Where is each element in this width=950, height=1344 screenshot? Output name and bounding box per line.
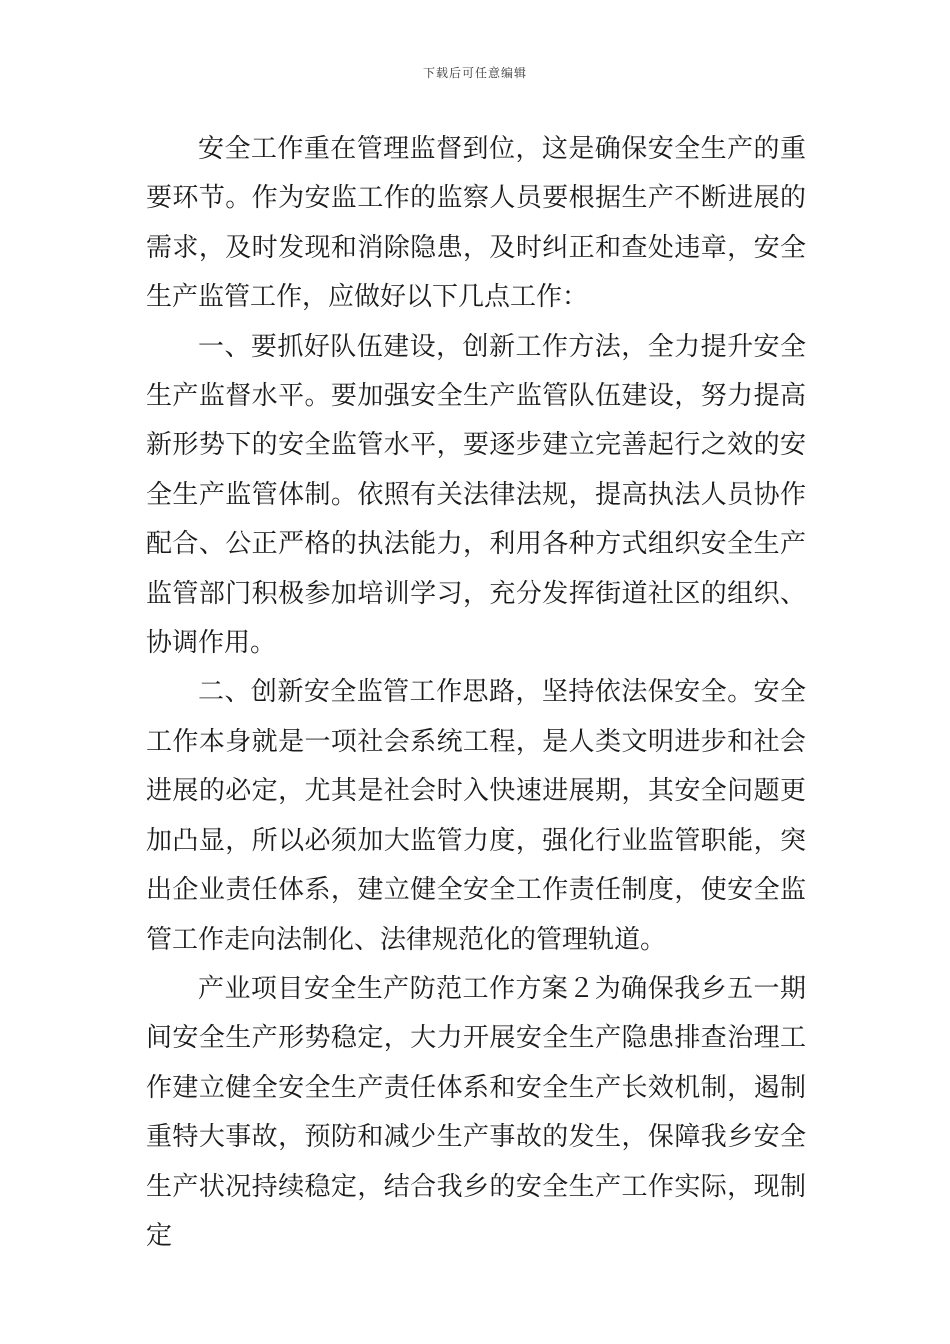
paragraph-plan-two: 产业项目安全生产防范工作方案２为确保我乡五一期间安全生产形势稳定，大力开展安全生产隐患排查治理工作建立健全安全生产责任体系和安全生产长效机制，遏制重特大事故，预防和减少生产事故的发生，保障我乡安全生产状况持续稳定，结合我乡的安全生产工作实际，现制定 [146,973,806,1251]
paragraph-intro: 安全工作重在管理监督到位，这是确保安全生产的重要环节。作为安监工作的监察人员要根据生产不断进展的需求，及时发现和消除隐患，及时纠正和查处违章，安全生产监管工作，应做好以下几点工作： [146,134,806,313]
document-body [146,125,806,1261]
paragraph-point-one: 一、要抓好队伍建设，创新工作方法，全力提升安全生产监督水平。要加强安全生产监管队伍建设，努力提高新形势下的安全监管水平，要逐步建立完善起行之效的安全生产监管体制。依照有关法律法规，提高执法人员协作配合、公正严格的执法能力，利用各种方式组织安全生产监管部门积极参加培训学习，充分发挥街道社区的组织、协调作用。 [146,331,806,659]
page-header: 下载后可任意编辑 [422,66,527,80]
paragraph-point-two: 二、创新安全监管工作思路，坚持依法保安全。安全工作本身就是一项社会系统工程，是人类文明进步和社会进展的必定，尤其是社会时入快速进展期，其安全问题更加凸显，所以必须加大监管力度，强化行业监管职能，突出企业责任体系，建立健全安全工作责任制度，使安全监管工作走向法制化、法律规范化的管理轨道。 [146,677,806,955]
